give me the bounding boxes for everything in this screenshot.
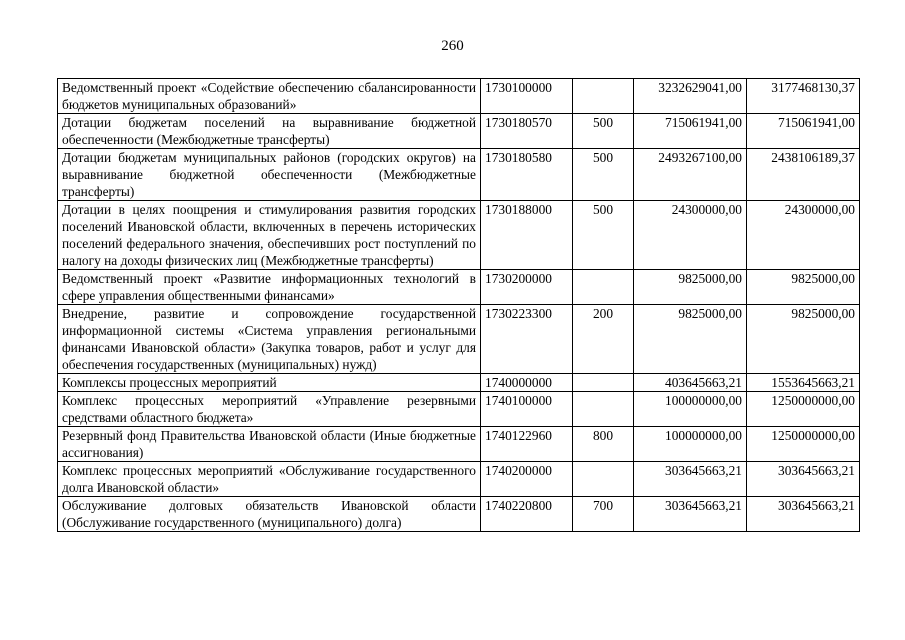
row-expense-type: 500 [573, 149, 634, 201]
table-row [58, 114, 860, 149]
row-amount-1: 715061941,00 [634, 114, 747, 149]
row-expense-type: 700 [573, 497, 634, 532]
row-expense-type [573, 270, 634, 305]
row-amount-1: 403645663,21 [634, 374, 747, 392]
row-amount-2: 303645663,21 [747, 462, 860, 497]
table-row [58, 201, 860, 270]
row-name: Дотации бюджетам поселений на выравнивание бюджетной обеспеченности (Межбюджетные трансферты) [58, 114, 481, 149]
page-number: 260 [441, 38, 464, 54]
row-code: 1730180570 [481, 114, 573, 149]
row-name: Ведомственный проект «Развитие информационных технологий в сфере управления общественными финансами» [58, 270, 481, 305]
row-amount-2: 1250000000,00 [747, 392, 860, 427]
row-code: 1740100000 [481, 392, 573, 427]
row-amount-1: 24300000,00 [634, 201, 747, 270]
row-expense-type [573, 374, 634, 392]
row-expense-type: 500 [573, 114, 634, 149]
table-row [58, 305, 860, 374]
row-code: 1740122960 [481, 427, 573, 462]
table-row [58, 462, 860, 497]
row-code: 1740200000 [481, 462, 573, 497]
row-amount-1: 100000000,00 [634, 427, 747, 462]
row-amount-2: 9825000,00 [747, 305, 860, 374]
row-code: 1730100000 [481, 79, 573, 114]
row-name: Комплексы процессных мероприятий [58, 374, 481, 392]
row-amount-1: 100000000,00 [634, 392, 747, 427]
row-amount-2: 1553645663,21 [747, 374, 860, 392]
row-name: Ведомственный проект «Содействие обеспечению сбалансированности бюджетов муниципальных образований» [58, 79, 481, 114]
row-expense-type: 500 [573, 201, 634, 270]
row-code: 1730180580 [481, 149, 573, 201]
row-amount-2: 9825000,00 [747, 270, 860, 305]
row-amount-1: 303645663,21 [634, 497, 747, 532]
row-expense-type: 800 [573, 427, 634, 462]
row-amount-1: 3232629041,00 [634, 79, 747, 114]
row-name: Резервный фонд Правительства Ивановской области (Иные бюджетные ассигнования) [58, 427, 481, 462]
row-amount-2: 715061941,00 [747, 114, 860, 149]
row-code: 1740000000 [481, 374, 573, 392]
row-name: Дотации в целях поощрения и стимулирования развития городских поселений Ивановской области, включенных в перечень исторических поселений федерального значения, обеспечивших рост поступлений по налогу на доходы физических лиц (Межбюджетные трансферты) [58, 201, 481, 270]
table-row [58, 427, 860, 462]
row-amount-2: 3177468130,37 [747, 79, 860, 114]
row-expense-type: 200 [573, 305, 634, 374]
table-row [58, 392, 860, 427]
row-name: Внедрение, развитие и сопровождение государственной информационной системы «Система управления региональными финансами Ивановской области» (Закупка товаров, работ и услуг для обеспечения государственных (муниципальных) нужд) [58, 305, 481, 374]
row-expense-type [573, 462, 634, 497]
row-name: Комплекс процессных мероприятий «Управление резервными средствами областного бюджета» [58, 392, 481, 427]
row-name: Дотации бюджетам муниципальных районов (городских округов) на выравнивание бюджетной обеспеченности (Межбюджетные трансферты) [58, 149, 481, 201]
row-name: Комплекс процессных мероприятий «Обслуживание государственного долга Ивановской области» [58, 462, 481, 497]
row-amount-1: 9825000,00 [634, 305, 747, 374]
row-expense-type [573, 79, 634, 114]
row-name: Обслуживание долговых обязательств Ивановской области (Обслуживание государственного (муниципального) долга) [58, 497, 481, 532]
table-row [58, 374, 860, 392]
table-row [58, 270, 860, 305]
row-code: 1730188000 [481, 201, 573, 270]
row-code: 1730200000 [481, 270, 573, 305]
row-amount-2: 24300000,00 [747, 201, 860, 270]
row-amount-2: 303645663,21 [747, 497, 860, 532]
table-row [58, 79, 860, 114]
row-amount-2: 1250000000,00 [747, 427, 860, 462]
budget-table [57, 78, 860, 532]
row-code: 1730223300 [481, 305, 573, 374]
row-code: 1740220800 [481, 497, 573, 532]
row-amount-2: 2438106189,37 [747, 149, 860, 201]
row-amount-1: 303645663,21 [634, 462, 747, 497]
row-amount-1: 9825000,00 [634, 270, 747, 305]
row-amount-1: 2493267100,00 [634, 149, 747, 201]
table-row [58, 497, 860, 532]
row-expense-type [573, 392, 634, 427]
table-row [58, 149, 860, 201]
